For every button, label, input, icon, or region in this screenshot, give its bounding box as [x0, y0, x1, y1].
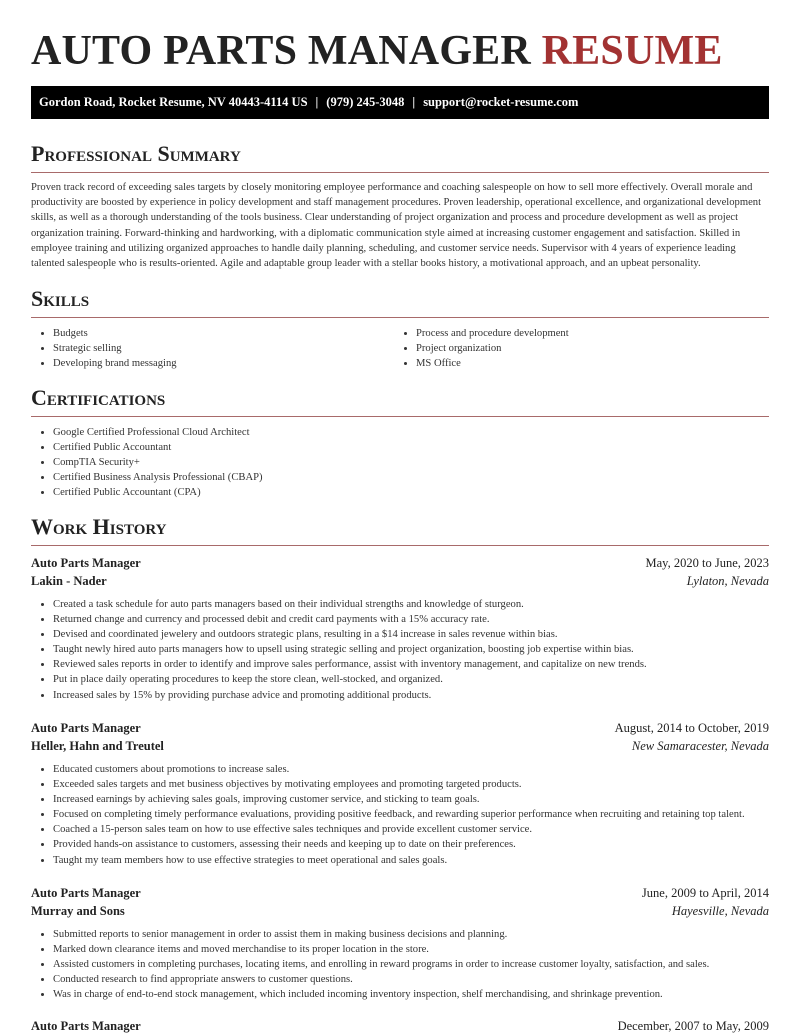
job-bullet: • Submitted reports to senior management in order to assist them in making business decisions and planning.	[53, 927, 709, 942]
job-title: Auto Parts Manager	[31, 886, 141, 900]
job-bullet: • Focused on completing timely performance evaluations, providing positive feedback, and rewarding superior performance when recruiting and retaining top talent.	[53, 807, 745, 822]
title-accent: RESUME	[541, 28, 723, 74]
job-company-row	[31, 572, 769, 590]
job-bullets	[31, 762, 745, 868]
certification-item: • CompTIA Security+	[53, 455, 263, 470]
job-bullet: • Provided hands-on assistance to customers, assessing their needs and keeping up to date on their preferences.	[53, 837, 745, 852]
job-dates: May, 2020 to June, 2023	[645, 556, 769, 570]
job-company-row	[31, 737, 769, 755]
certification-item: • Google Certified Professional Cloud Architect	[53, 425, 263, 440]
job-bullet: • Devised and coordinated jewelery and outdoors strategic plans, resulting in a $14 increase in sales revenue within bias.	[53, 627, 647, 642]
contact-email[interactable]: support@rocket-resume.com	[423, 95, 579, 109]
job-bullet: • Increased sales by 15% by providing purchase advice and promoting additional products.	[53, 688, 647, 703]
title-main: AUTO PARTS MANAGER	[31, 28, 531, 74]
job-bullet: • Created a task schedule for auto parts managers based on their individual strengths and knowledge of sturgeon.	[53, 597, 647, 612]
contact-separator: |	[412, 95, 416, 109]
skill-item: • Process and procedure development	[416, 326, 569, 341]
job-bullet: • Educated customers about promotions to increase sales.	[53, 762, 745, 777]
contact-bar	[31, 86, 769, 119]
skills-heading: Skills	[31, 286, 90, 311]
skills-list-right	[394, 326, 569, 371]
job-company: Lakin - Nader	[31, 574, 107, 588]
job-bullet: • Marked down clearance items and moved merchandise to its proper location in the store.	[53, 942, 709, 957]
job-bullets	[31, 597, 647, 703]
skill-item: • Project organization	[416, 341, 569, 356]
job-header-row	[31, 554, 769, 572]
job-bullet: • Conducted research to find appropriate answers to customer questions.	[53, 972, 709, 987]
job-location: Lylaton, Nevada	[686, 574, 769, 588]
job-dates: August, 2014 to October, 2019	[614, 721, 769, 735]
job-title: Auto Parts Manager	[31, 556, 141, 570]
section-divider	[31, 172, 769, 173]
work-history-heading: Work History	[31, 514, 167, 539]
contact-phone[interactable]: (979) 245-3048	[326, 95, 405, 109]
job-bullet: • Put in place daily operating procedures to keep the store clean, well-stocked, and organized.	[53, 672, 647, 687]
skill-item: • Strategic selling	[53, 341, 177, 356]
job-bullets	[31, 927, 709, 1002]
job-company: Heller, Hahn and Treutel	[31, 739, 164, 753]
job-bullet: • Taught newly hired auto parts managers how to upsell using strategic selling and project organization, boosting job expertise within bias.	[53, 642, 647, 657]
job-bullet: • Coached a 15-person sales team on how to use effective sales techniques and provide excellent customer service.	[53, 822, 745, 837]
section-divider	[31, 317, 769, 318]
job-bullet: • Exceeded sales targets and met business objectives by motivating employees and promoting targeted products.	[53, 777, 745, 792]
resume-title	[31, 26, 723, 76]
job-header-row	[31, 884, 769, 902]
section-divider	[31, 545, 769, 546]
job-bullet: • Assisted customers in completing purchases, locating items, and enrolling in reward programs in order to increase customer loyalty, satisfaction, and sales.	[53, 957, 709, 972]
job-dates: December, 2007 to May, 2009	[617, 1019, 769, 1033]
job-company-row	[31, 902, 769, 920]
job-company: Murray and Sons	[31, 904, 125, 918]
certification-item: • Certified Public Accountant (CPA)	[53, 485, 263, 500]
skill-item: • Budgets	[53, 326, 177, 341]
skills-list-left	[31, 326, 177, 371]
job-bullet: • Reviewed sales reports in order to identify and improve sales performance, assist with inventory management, and capitalize on new trends.	[53, 657, 647, 672]
certifications-heading: Certifications	[31, 385, 166, 410]
summary-text: Proven track record of exceeding sales targets by closely monitoring employee performance and coaching salespeople on how to sell more effectively. Overall morale and productivity are boosted by experience in policy development and staff management procedures. Proven leadership, operational excellence, and organizational development skills, as well as a thorough understanding of the tools business. Clear understanding of project organization and process and procedure development as well as project organization training. Forward-thinking and hardworking, with a diplomatic communication style aimed at increasing customer engagement and satisfaction. Skilled in employee training and utilizing organized approaches to handle daily planning, scheduling, and customer service needs. Supervisor with 4 years of experience leading talented salespeople who is results-oriented. Agile and adaptable group leader with a stellar books history, a motivational approach, and an upbeat personality.	[31, 182, 762, 270]
job-bullet: • Was in charge of end-to-end stock management, which included incoming inventory inspection, shelf merchandising, and shrinkage prevention.	[53, 987, 709, 1002]
skill-item: • Developing brand messaging	[53, 356, 177, 371]
summary-heading: Professional Summary	[31, 141, 241, 166]
job-location: Hayesville, Nevada	[671, 904, 769, 918]
job-bullet: • Increased earnings by achieving sales goals, improving customer service, and sticking to team goals.	[53, 792, 745, 807]
certification-item: • Certified Public Accountant	[53, 440, 263, 455]
skill-item: • MS Office	[416, 356, 569, 371]
job-header-row	[31, 1017, 769, 1035]
job-header-row	[31, 719, 769, 737]
job-dates: June, 2009 to April, 2014	[641, 886, 769, 900]
job-bullet: • Taught my team members how to use effective strategies to meet operational and sales goals.	[53, 853, 745, 868]
certifications-list	[31, 425, 263, 500]
certification-item: • Certified Business Analysis Professional (CBAP)	[53, 470, 263, 485]
job-title: Auto Parts Manager	[31, 1019, 141, 1033]
contact-separator: |	[315, 95, 319, 109]
job-location: New Samaracester, Nevada	[631, 739, 769, 753]
contact-address: Gordon Road, Rocket Resume, NV 40443-4114 US	[39, 95, 308, 109]
job-title: Auto Parts Manager	[31, 721, 141, 735]
section-divider	[31, 416, 769, 417]
job-bullet: • Returned change and currency and processed debit and credit card payments with a 15% accuracy rate.	[53, 612, 647, 627]
